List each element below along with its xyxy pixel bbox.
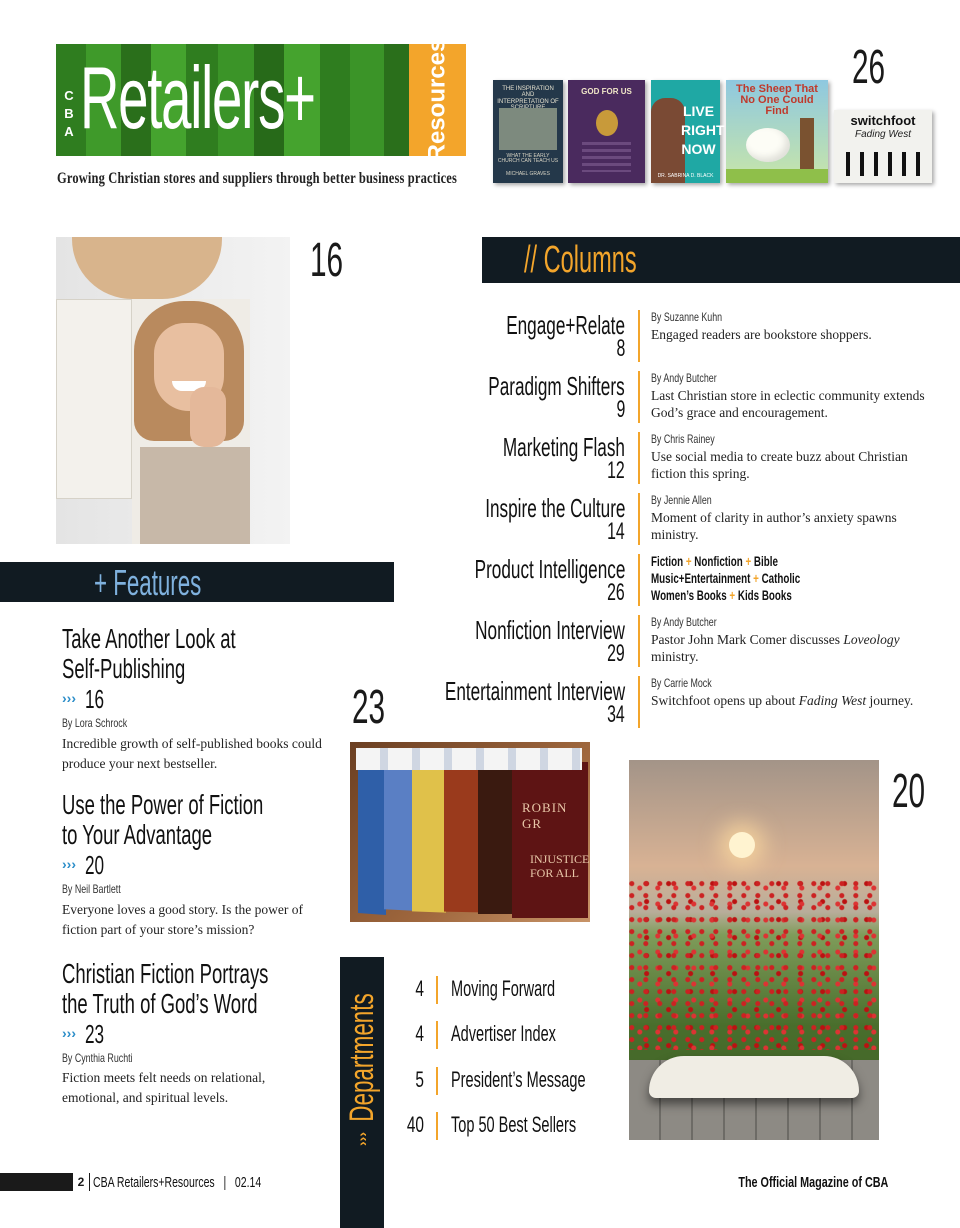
column-byline: By Andy Butcher [651, 371, 717, 385]
feature-arrow-icon: ››› [62, 690, 76, 706]
column-byline: By Jennie Allen [651, 493, 712, 507]
features-heading: + Features [94, 562, 202, 603]
cba-letter-c: C [64, 88, 74, 103]
masthead-resources: Resources [423, 38, 451, 162]
feature-page: 16 [85, 684, 105, 714]
covers-page-number: 26 [852, 41, 886, 94]
cover-switchfoot-album: switchfoot Fading West [834, 110, 932, 183]
feature-arrow-icon: ››› [62, 856, 76, 872]
column-title: Inspire the Culture [484, 493, 625, 523]
product-categories-line1: Fiction + Nonfiction + Bible [651, 553, 778, 569]
feature-arrow-icon: ››› [62, 1025, 76, 1041]
feature-title-line2: Self-Publishing [62, 653, 186, 684]
books-photo: ROBIN GR INJUSTICE FOR ALL [350, 742, 590, 922]
department-title: Moving Forward [451, 976, 556, 1001]
column-description: Moment of clarity in author’s anxiety spawns ministry. [651, 510, 897, 542]
product-categories-line3: Women’s Books + Kids Books [651, 587, 792, 603]
column-description: Use social media to create buzz about Christian fiction this spring. [651, 449, 908, 481]
column-page: 8 [616, 335, 625, 362]
feature-byline: By Lora Schrock [62, 716, 128, 730]
column-description: Last Christian store in eclectic community extends God’s grace and encouragement. [651, 388, 925, 420]
departments-chevron-icon: ››› [354, 1132, 370, 1146]
column-page: 26 [607, 579, 625, 606]
product-categories-line2: Music+Entertainment + Catholic [651, 570, 801, 586]
column-page: 29 [607, 640, 625, 667]
feature-description: Incredible growth of self-published books could produce your next bestseller. [62, 736, 322, 771]
column-title: Marketing Flash [502, 432, 625, 462]
tagline: Growing Christian stores and suppliers through better business practices [57, 170, 458, 187]
feature-byline: By Cynthia Ruchti [62, 1051, 133, 1065]
department-page: 4 [415, 1021, 424, 1046]
column-title: Product Intelligence [474, 554, 625, 584]
poppies-photo [629, 760, 879, 1140]
column-description: Pastor John Mark Comer discusses Loveology ministry. [651, 632, 900, 664]
column-page: 12 [607, 457, 625, 484]
column-title: Engage+Relate [506, 310, 625, 340]
column-title: Entertainment Interview [444, 676, 625, 706]
cover-sheep-book: The Sheep That No One Could Find [726, 80, 828, 183]
feature-description: Fiction meets felt needs on relational, emotional, and spiritual levels. [62, 1070, 266, 1105]
feature-page: 20 [85, 850, 105, 880]
footer-tagline: The Official Magazine of CBA [737, 1174, 888, 1191]
footer-publication: CBA Retailers+Resources | 02.14 [93, 1174, 262, 1191]
footer-page-number: 2 [73, 1173, 89, 1191]
cba-letter-a: A [64, 124, 74, 139]
feature-title-line2: the Truth of God’s Word [62, 988, 258, 1019]
woman-photo-page-number: 16 [310, 234, 344, 287]
column-page: 9 [616, 396, 625, 423]
column-page: 14 [607, 518, 625, 545]
cover-god-for-us-book: GOD FOR US [568, 80, 645, 183]
column-byline: By Suzanne Kuhn [651, 310, 723, 324]
column-byline: By Chris Rainey [651, 432, 715, 446]
feature-page: 23 [85, 1019, 105, 1049]
column-page: 34 [607, 701, 625, 728]
cover-live-right-now-book: LIVE RIGHT NOW DR. SABRINA D. BLACK [651, 80, 720, 183]
feature-title-line2: to Your Advantage [62, 819, 213, 850]
column-byline: By Andy Butcher [651, 615, 717, 629]
feature-title-line1: Use the Power of Fiction [62, 789, 264, 820]
feature-title-line1: Christian Fiction Portrays [62, 958, 269, 989]
feature-title-line1: Take Another Look at [62, 623, 236, 654]
column-byline: By Carrie Mock [651, 676, 712, 690]
department-page: 4 [415, 976, 424, 1001]
columns-heading: // Columns [524, 239, 637, 281]
department-title: President’s Message [451, 1067, 586, 1092]
cba-letter-b: B [64, 106, 74, 121]
column-title: Nonfiction Interview [475, 615, 625, 645]
department-title: Top 50 Best Sellers [451, 1112, 577, 1137]
masthead-title: Retailers+ [80, 48, 315, 147]
department-title: Advertiser Index [451, 1021, 556, 1046]
masthead-logo [56, 38, 466, 162]
books-photo-page-number: 23 [352, 681, 386, 734]
poppies-photo-page-number: 20 [892, 765, 926, 818]
feature-description: Everyone loves a good story. Is the power of fiction part of your store’s mission? [62, 902, 303, 937]
department-page: 5 [415, 1067, 424, 1092]
column-description: Switchfoot opens up about Fading West journey. [651, 693, 914, 708]
departments-heading: Departments [342, 992, 381, 1122]
department-page: 40 [406, 1112, 424, 1137]
cover-inspiration-book: THE INSPIRATION AND INTERPRETATION OF WHAT THE EARLY CHURCH CAN TEACH US MICHAEL GRAVES [493, 80, 563, 183]
column-title: Paradigm Shifters [488, 371, 625, 401]
column-description: Engaged readers are bookstore shoppers. [651, 327, 872, 342]
feature-byline: By Neil Bartlett [62, 882, 121, 896]
woman-reading-photo [56, 237, 290, 544]
